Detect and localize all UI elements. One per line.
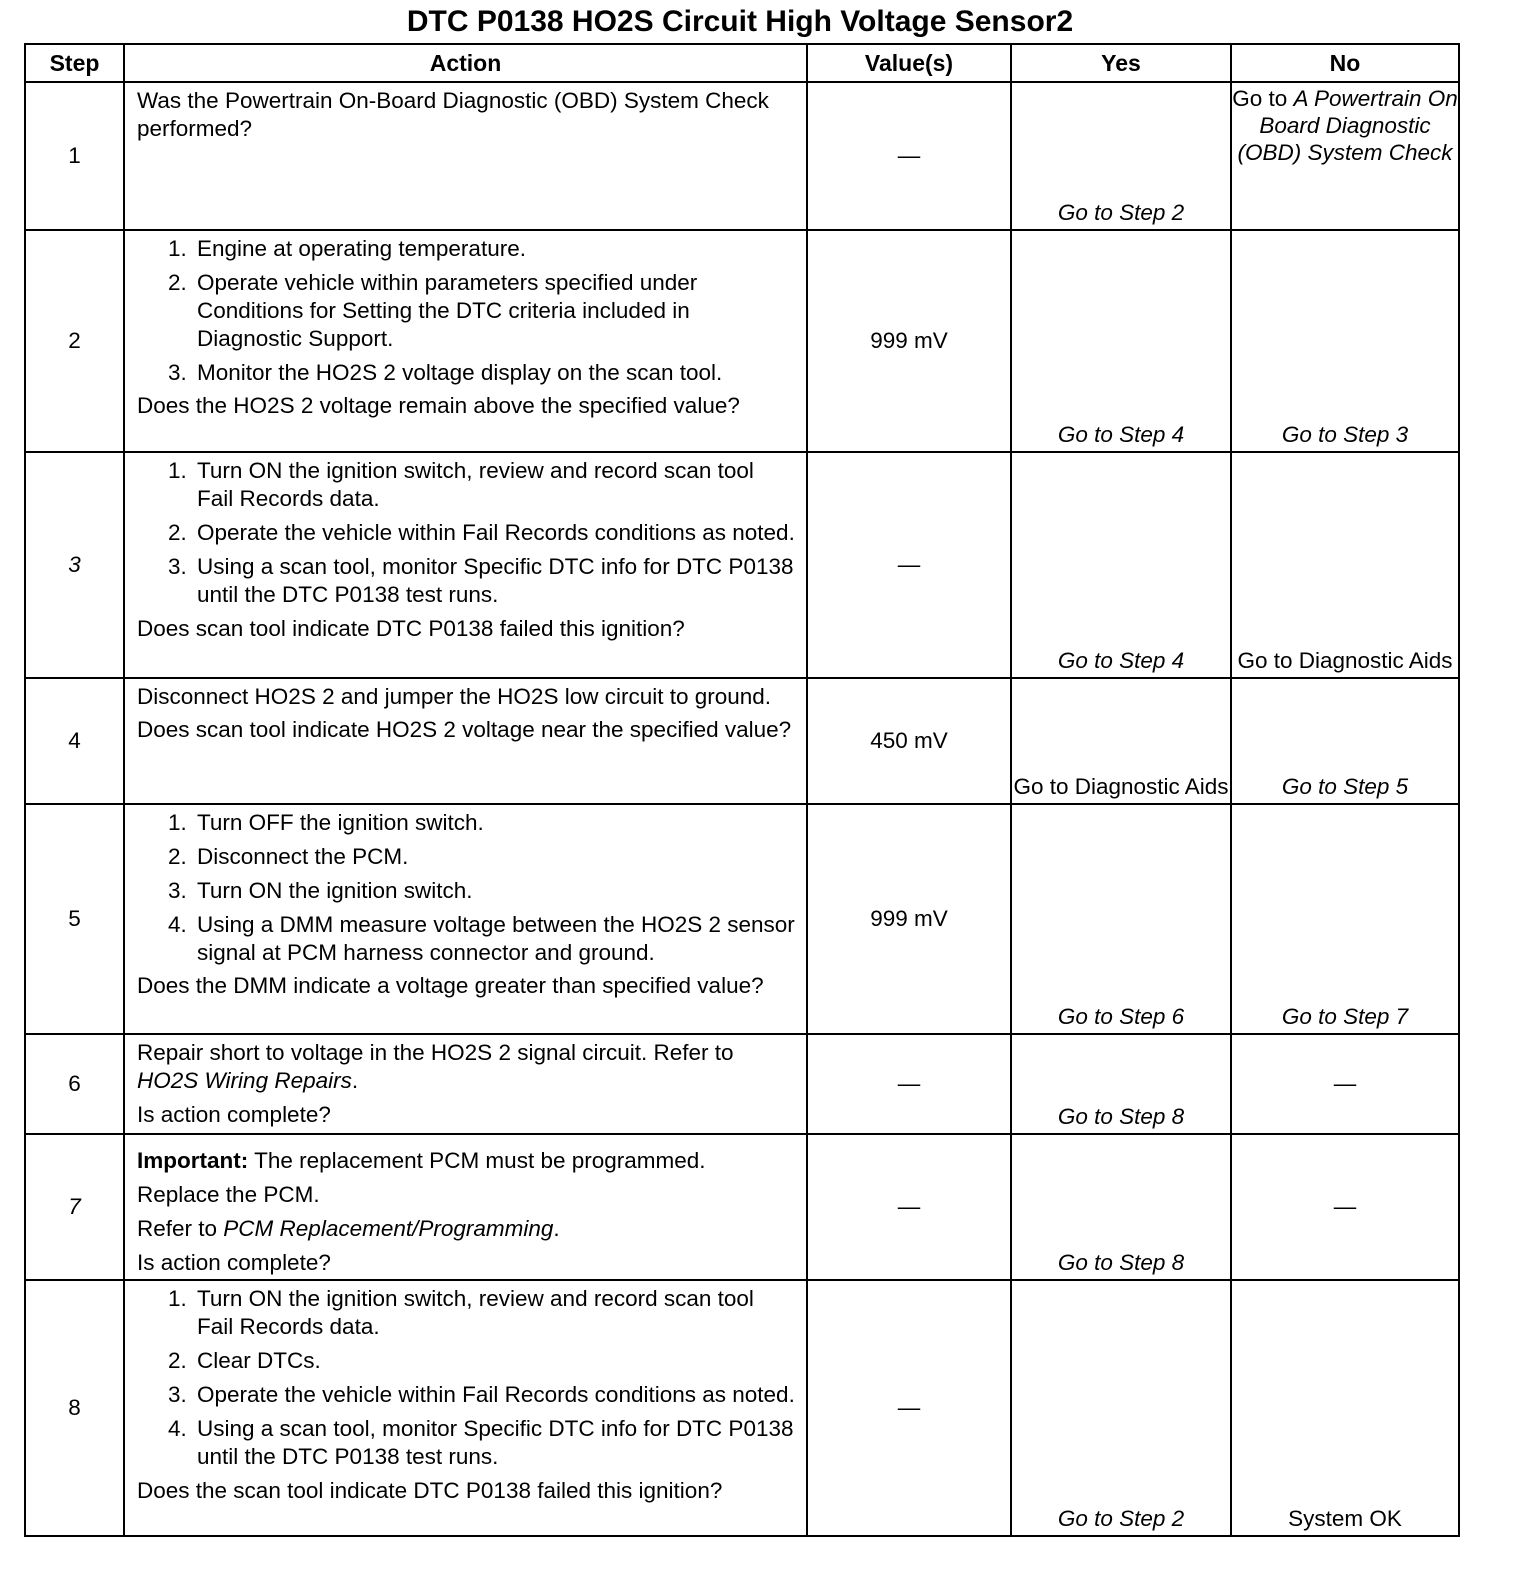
no-link[interactable]: A Powertrain On Board Diagnostic (OBD) System Check xyxy=(1237,86,1458,165)
yes-link[interactable]: Go to Step 8 xyxy=(1057,1104,1185,1129)
action-cell xyxy=(124,804,807,1034)
no-cell xyxy=(1231,804,1459,1034)
no-cell[interactable]: Go to Diagnostic Aids xyxy=(1231,452,1459,678)
value-cell: 999 mV xyxy=(807,230,1011,452)
no-prefix: Go to xyxy=(1232,86,1294,111)
no-link[interactable]: Go to Step 3 xyxy=(1281,422,1409,447)
table-row xyxy=(25,82,1459,230)
action-text: Disconnect HO2S 2 and jumper the HO2S low circuit to ground. xyxy=(137,684,772,709)
list-item: 4. Using a scan tool, monitor Specific DTC info for DTC P0138 until the DTC P0138 test runs. xyxy=(193,1415,796,1471)
list-item: 1. Turn ON the ignition switch, review and record scan tool Fail Records data. xyxy=(193,1285,796,1341)
action-steps-list xyxy=(137,1285,796,1471)
yes-cell xyxy=(1011,1134,1231,1280)
header-step: Step xyxy=(25,44,124,82)
step-number: 8 xyxy=(25,1280,124,1536)
step-number: 1 xyxy=(25,82,124,230)
action-question: Is action complete? xyxy=(137,1250,331,1275)
yes-cell[interactable]: Go to Diagnostic Aids xyxy=(1011,678,1231,804)
step-number-text: 7 xyxy=(68,1194,81,1219)
no-link[interactable]: Go to Step 5 xyxy=(1281,774,1409,799)
step-number: 5 xyxy=(25,804,124,1034)
action-question: Does the HO2S 2 voltage remain above the specified value? xyxy=(137,393,740,418)
action-cell xyxy=(124,82,807,230)
action-question: Does scan tool indicate DTC P0138 failed this ignition? xyxy=(137,616,685,641)
reference-suffix: . xyxy=(553,1216,560,1241)
action-cell xyxy=(124,1034,807,1134)
important-text: The replacement PCM must be programmed. xyxy=(248,1148,706,1173)
no-cell: — xyxy=(1231,1134,1459,1280)
yes-cell xyxy=(1011,230,1231,452)
list-item: 1. Turn ON the ignition switch, review and record scan tool Fail Records data. xyxy=(193,457,796,513)
important-note xyxy=(137,1147,796,1175)
action-text: Was the Powertrain On-Board Diagnostic (OBD) System Check performed? xyxy=(137,88,769,141)
step-number xyxy=(25,452,124,678)
table-row xyxy=(25,230,1459,452)
yes-cell xyxy=(1011,1034,1231,1134)
no-cell xyxy=(1231,230,1459,452)
yes-cell xyxy=(1011,804,1231,1034)
action-cell xyxy=(124,1134,807,1280)
yes-link[interactable]: Go to Step 2 xyxy=(1057,1506,1185,1531)
list-item: 1. Turn OFF the ignition switch. xyxy=(193,809,796,837)
list-item: 1. Engine at operating temperature. xyxy=(193,235,796,263)
table-row xyxy=(25,452,1459,678)
list-item: 4. Using a DMM measure voltage between the HO2S 2 sensor signal at PCM harness connector and ground. xyxy=(193,911,796,967)
step-number: 2 xyxy=(25,230,124,452)
table-row xyxy=(25,678,1459,804)
action-question: Is action complete? xyxy=(137,1102,331,1127)
action-question: Does the scan tool indicate DTC P0138 failed this ignition? xyxy=(137,1478,723,1503)
action-reference xyxy=(137,1215,796,1243)
no-cell: — xyxy=(1231,1034,1459,1134)
action-cell xyxy=(124,230,807,452)
value-cell: — xyxy=(807,82,1011,230)
list-item: 3. Operate the vehicle within Fail Records conditions as noted. xyxy=(193,1381,796,1409)
action-question: Does scan tool indicate HO2S 2 voltage near the specified value? xyxy=(137,717,792,742)
action-question: Does the DMM indicate a voltage greater than specified value? xyxy=(137,973,764,998)
value-cell: — xyxy=(807,1280,1011,1536)
table-row xyxy=(25,804,1459,1034)
table-row xyxy=(25,1034,1459,1134)
yes-link[interactable]: Go to Step 6 xyxy=(1057,1004,1185,1029)
yes-link[interactable]: Go to Step 4 xyxy=(1057,648,1185,673)
table-header-row xyxy=(25,44,1459,82)
value-cell: — xyxy=(807,1034,1011,1134)
action-text xyxy=(137,1039,796,1095)
no-cell xyxy=(1231,678,1459,804)
list-item: 2. Operate the vehicle within Fail Records conditions as noted. xyxy=(193,519,796,547)
header-yes: Yes xyxy=(1011,44,1231,82)
step-number-text: 3 xyxy=(68,552,81,577)
step-number xyxy=(25,1134,124,1280)
header-no: No xyxy=(1231,44,1459,82)
action-steps-list xyxy=(137,235,796,387)
action-steps-list xyxy=(137,457,796,609)
no-cell xyxy=(1231,82,1459,230)
yes-cell xyxy=(1011,452,1231,678)
yes-link[interactable]: Go to Step 4 xyxy=(1057,422,1185,447)
diagnostic-table xyxy=(24,43,1460,1537)
action-cell xyxy=(124,1280,807,1536)
yes-link[interactable]: Go to Step 2 xyxy=(1057,200,1185,225)
no-cell: System OK xyxy=(1231,1280,1459,1536)
list-item: 2. Operate vehicle within parameters specified under Conditions for Setting the DTC criteria included in Diagnostic Support. xyxy=(193,269,796,353)
list-item: 2. Clear DTCs. xyxy=(193,1347,796,1375)
important-label: Important: xyxy=(137,1148,249,1173)
yes-cell xyxy=(1011,1280,1231,1536)
value-cell: — xyxy=(807,452,1011,678)
wiring-repairs-link[interactable]: HO2S Wiring Repairs xyxy=(137,1068,352,1093)
action-steps-list xyxy=(137,809,796,967)
value-cell: 450 mV xyxy=(807,678,1011,804)
value-cell: 999 mV xyxy=(807,804,1011,1034)
action-cell xyxy=(124,452,807,678)
reference-prefix: Refer to xyxy=(137,1216,224,1241)
table-row xyxy=(25,1280,1459,1536)
value-cell: — xyxy=(807,1134,1011,1280)
step-number: 6 xyxy=(25,1034,124,1134)
action-cell xyxy=(124,678,807,804)
list-item: 2. Disconnect the PCM. xyxy=(193,843,796,871)
pcm-replacement-link[interactable]: PCM Replacement/Programming xyxy=(223,1216,554,1241)
list-item: 3. Monitor the HO2S 2 voltage display on the scan tool. xyxy=(193,359,796,387)
no-link[interactable]: Go to Step 7 xyxy=(1281,1004,1409,1029)
list-item: 3. Using a scan tool, monitor Specific DTC info for DTC P0138 until the DTC P0138 test runs. xyxy=(193,553,796,609)
list-item: 3. Turn ON the ignition switch. xyxy=(193,877,796,905)
action-text-suffix: . xyxy=(351,1068,359,1093)
yes-link[interactable]: Go to Step 8 xyxy=(1057,1250,1185,1275)
action-text: Replace the PCM. xyxy=(137,1182,320,1207)
header-action: Action xyxy=(124,44,807,82)
action-text-prefix: Repair short to voltage in the HO2S 2 signal circuit. Refer to xyxy=(137,1040,734,1065)
step-number: 4 xyxy=(25,678,124,804)
yes-cell xyxy=(1011,82,1231,230)
header-values: Value(s) xyxy=(807,44,1011,82)
page-title: DTC P0138 HO2S Circuit High Voltage Sensor2 xyxy=(406,5,1074,38)
table-row xyxy=(25,1134,1459,1280)
